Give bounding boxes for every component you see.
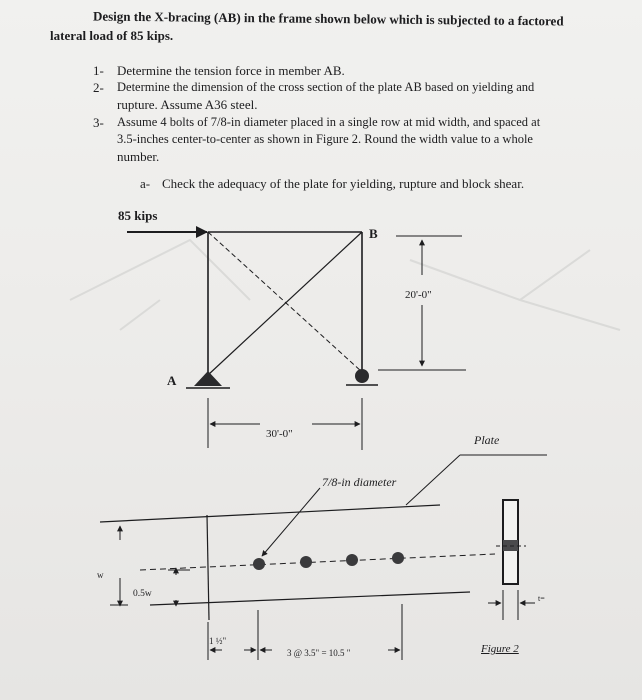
- bolt-1: [253, 558, 265, 570]
- plate-bottom-edge: [150, 592, 470, 605]
- plate-top-edge: [100, 505, 440, 522]
- height-label: 20'-0": [405, 289, 432, 301]
- edge-distance-label: 1 ½": [209, 636, 227, 646]
- q1-text: Determine the tension force in member AB.: [117, 63, 345, 78]
- bolt-leader: [262, 488, 320, 556]
- q3-number: 3-: [93, 115, 104, 130]
- bolt-row: [253, 552, 404, 570]
- plate-end-edge: [207, 515, 209, 620]
- bolt-3: [346, 554, 358, 566]
- load-arrow-head: [196, 226, 208, 238]
- intro-line-2: lateral load of 85 kips.: [50, 28, 174, 43]
- q1-number: 1-: [93, 63, 104, 78]
- intro-line-1: Design the X-bracing (AB) in the frame shown below which is subjected to a factored: [92, 8, 564, 29]
- load-label: 85 kips: [118, 208, 158, 223]
- roller-support: [346, 369, 378, 385]
- half-width-dimension: [168, 568, 190, 606]
- span-dimension: [208, 398, 362, 450]
- width-label: w: [97, 570, 104, 580]
- pin-support-a: [186, 371, 230, 388]
- brace-ab: [208, 232, 362, 375]
- bolt-spacing-label: 3 @ 3.5" = 10.5 ": [287, 648, 351, 658]
- plate-drawing: [100, 505, 495, 620]
- height-dimension: [378, 236, 466, 370]
- bolt-4: [392, 552, 404, 564]
- width-dimension: [110, 526, 128, 606]
- plate-leader: [406, 455, 460, 505]
- plate-label: Plate: [474, 433, 500, 447]
- figure-2-label: Figure 2: [481, 643, 519, 655]
- qa-number: a-: [140, 176, 151, 191]
- span-label: 30'-0": [266, 428, 293, 440]
- node-a-label: A: [167, 373, 177, 388]
- plate-cross-section: [488, 500, 535, 620]
- q2-line-2: rupture. Assume A36 steel.: [117, 97, 258, 112]
- bolt-diameter-label: 7/8-in diameter: [322, 475, 397, 489]
- show-through-shadow: [70, 240, 620, 330]
- spacing-dimension: [208, 604, 402, 660]
- frame-structure: [208, 232, 362, 375]
- q2-line-1: Determine the dimension of the cross section of the plate AB based on yielding and: [117, 80, 535, 94]
- half-width-label: 0.5w: [133, 589, 152, 599]
- thickness-label: t=: [538, 594, 545, 603]
- qa-text: Check the adequacy of the plate for yielding, rupture and block shear.: [162, 176, 525, 191]
- q3-line-1: Assume 4 bolts of 7/8-in diameter placed in a single row at mid width, and spaced at: [117, 115, 541, 129]
- node-b-label: B: [369, 226, 378, 241]
- q2-number: 2-: [93, 80, 104, 95]
- q3-line-3: number.: [117, 149, 160, 164]
- q3-line-2: 3.5-inches center-to-center as shown in Figure 2. Round the width value to a whole: [117, 132, 533, 146]
- bolt-centerline: [140, 554, 495, 570]
- bolt-2: [300, 556, 312, 568]
